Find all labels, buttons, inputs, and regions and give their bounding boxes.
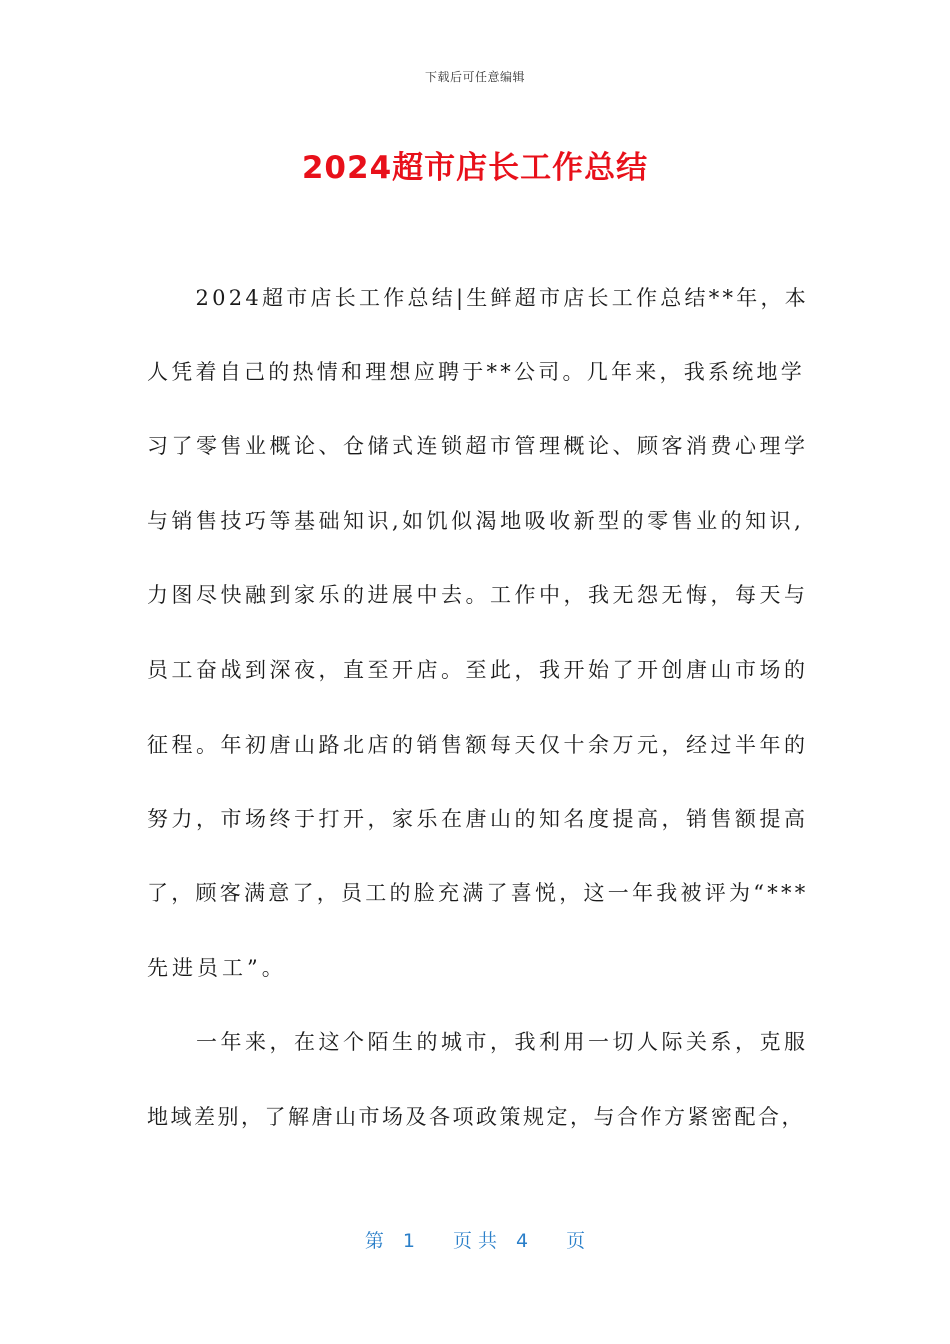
editable-note: 下载后可任意编辑 <box>424 70 525 84</box>
body-line: 人凭着自己的热情和理想应聘于**公司。几年来，我系统地学 <box>147 360 805 384</box>
body-line: 与销售技巧等基础知识,如饥似渴地吸收新型的零售业的知识, <box>147 509 805 533</box>
body-line: 征程。年初唐山路北店的销售额每天仅十余万元，经过半年的 <box>147 733 809 757</box>
body-line: 地域差别，了解唐山市场及各项政策规定，与合作方紧密配合， <box>147 1105 805 1129</box>
body-line: 习了零售业概论、仓储式连锁超市管理概论、顾客消费心理学 <box>147 434 809 458</box>
page-number-footer: 第 1 页 共 4 页 <box>364 1230 586 1252</box>
body-line: 先进员工”。 <box>147 956 287 980</box>
document-title: 2024超市店长工作总结 <box>301 150 649 186</box>
body-line: 力图尽快融到家乐的进展中去。工作中，我无怨无悔，每天与 <box>147 583 809 607</box>
body-line: 一年来，在这个陌生的城市，我利用一切人际关系，克服 <box>147 1030 809 1054</box>
body-line: 2024超市店长工作总结|生鲜超市店长工作总结**年，本 <box>147 286 810 310</box>
body-line: 努力，市场终于打开，家乐在唐山的知名度提高，销售额提高 <box>147 807 809 831</box>
body-line: 员工奋战到深夜，直至开店。至此，我开始了开创唐山市场的 <box>147 658 809 682</box>
body-line: 了，顾客满意了，员工的脸充满了喜悦，这一年我被评为“*** <box>147 881 809 905</box>
